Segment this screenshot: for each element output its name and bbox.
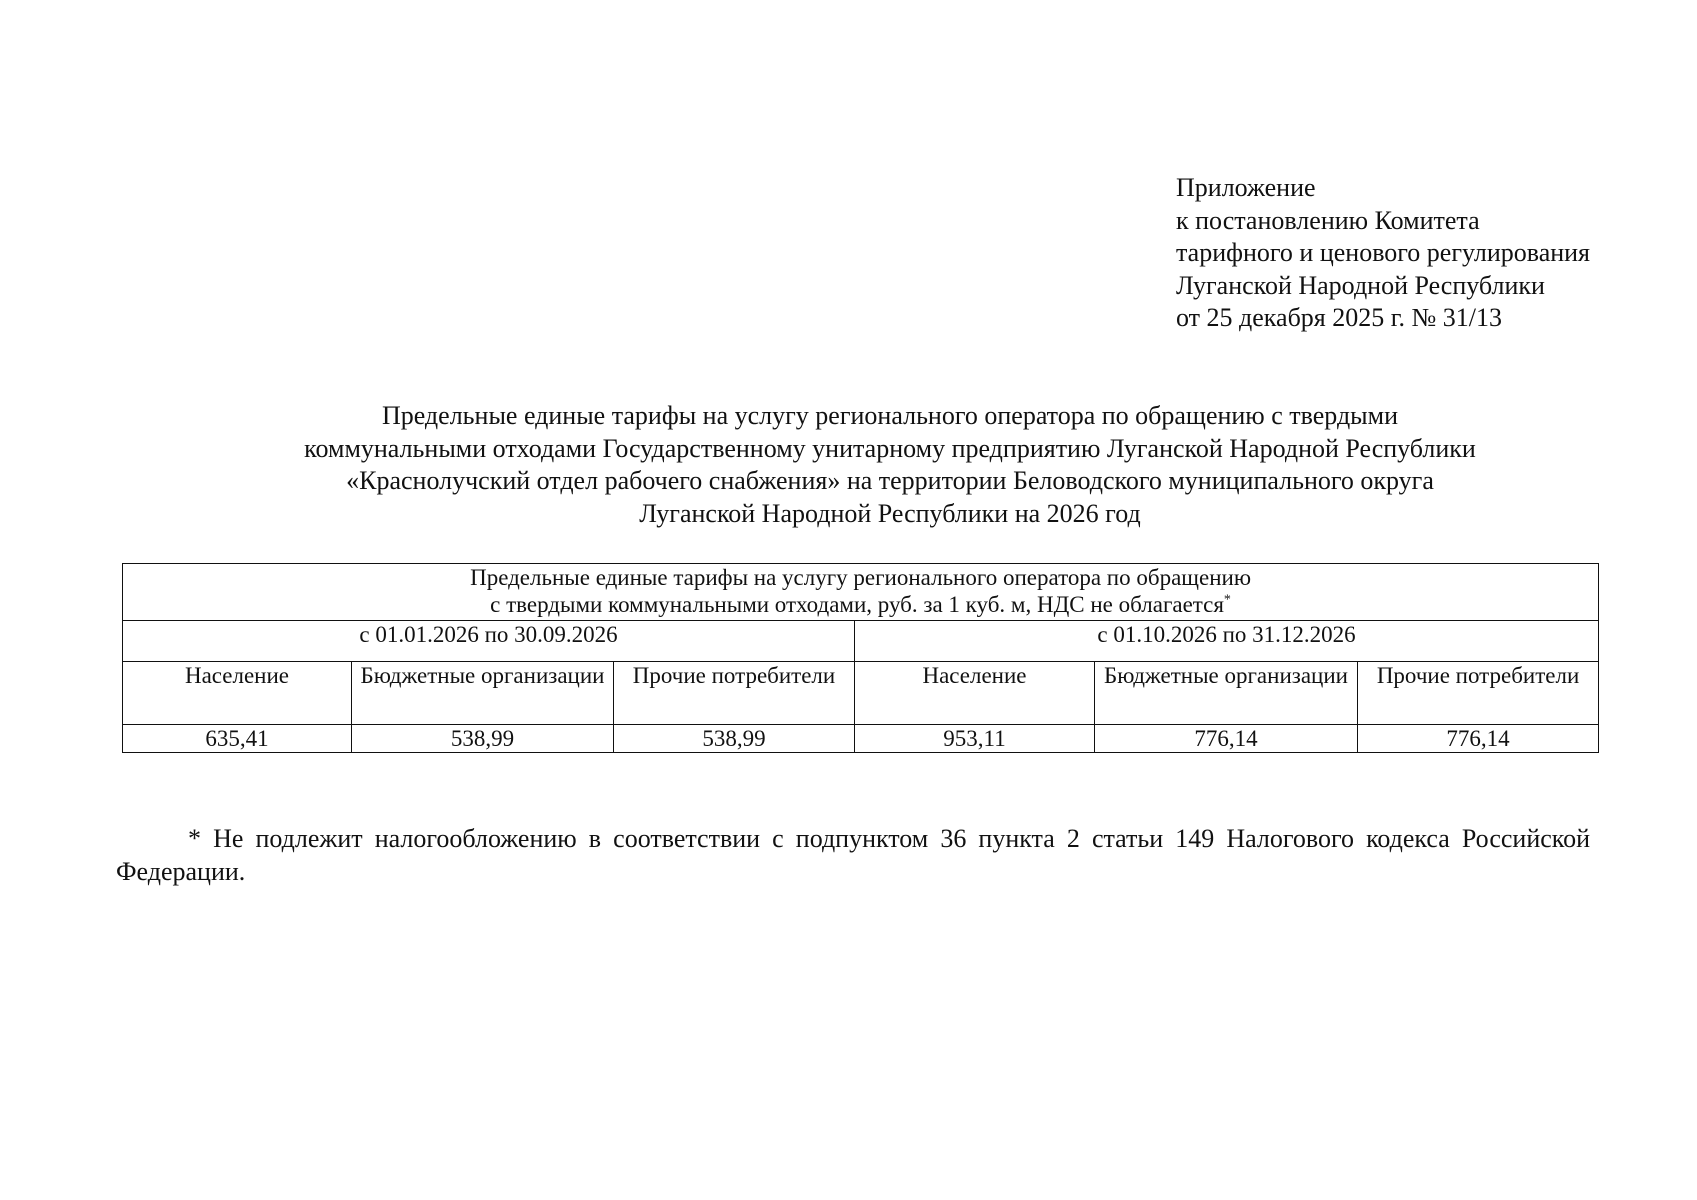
table-header-line: с твердыми коммунальными отходами, руб. за 1 куб. м, НДС не облагается xyxy=(490,592,1224,617)
footnote-mark: * xyxy=(1223,592,1231,608)
category-cell: Население xyxy=(123,662,352,725)
document-title xyxy=(120,400,1660,530)
value-cell: 538,99 xyxy=(352,725,614,753)
value-cell: 538,99 xyxy=(614,725,855,753)
appendix-line: Луганской Народной Республики xyxy=(1176,270,1545,300)
title-line: «Краснолучский отдел рабочего снабжения» на территории Беловодского муниципального округа xyxy=(346,466,1434,495)
table-row xyxy=(123,725,1599,753)
title-line: Луганской Народной Республики на 2026 год xyxy=(639,498,1141,528)
appendix-line: от 25 декабря 2025 г. № 31/13 xyxy=(1176,303,1503,332)
tariff-table xyxy=(122,563,1599,753)
appendix-line: тарифного и ценового регулирования xyxy=(1176,238,1591,267)
title-line: Предельные единые тарифы на услугу регионального оператора по обращению с твердыми xyxy=(381,401,1399,430)
appendix-block xyxy=(1176,172,1590,335)
table-header-line: Предельные единые тарифы на услугу регионального оператора по обращению xyxy=(470,565,1251,590)
table-category-row xyxy=(123,662,1599,725)
category-cell: Бюджетные организации xyxy=(1095,662,1358,725)
category-cell: Бюджетные организации xyxy=(352,662,614,725)
category-cell: Население xyxy=(855,662,1095,725)
title-line: коммунальными отходами Государственному унитарному предприятию Луганской Народной Республики xyxy=(304,433,1476,463)
appendix-line: Приложение xyxy=(1176,173,1316,202)
period-cell: с 01.01.2026 по 30.09.2026 xyxy=(123,621,855,662)
value-cell: 776,14 xyxy=(1358,725,1599,753)
table-header-cell xyxy=(123,564,1599,621)
category-cell: Прочие потребители xyxy=(1358,662,1599,725)
table-period-row xyxy=(123,621,1599,662)
table-header-row xyxy=(123,564,1599,621)
value-cell: 776,14 xyxy=(1095,725,1358,753)
value-cell: 953,11 xyxy=(855,725,1095,753)
footnote: * Не подлежит налогообложению в соответствии с подпунктом 36 пункта 2 статьи 149 Налогового кодекса Российской Федерации. xyxy=(116,824,1590,886)
category-cell: Прочие потребители xyxy=(614,662,855,725)
appendix-line: к постановлению Комитета xyxy=(1176,205,1480,235)
value-cell: 635,41 xyxy=(123,725,352,753)
period-cell: с 01.10.2026 по 31.12.2026 xyxy=(855,621,1599,662)
